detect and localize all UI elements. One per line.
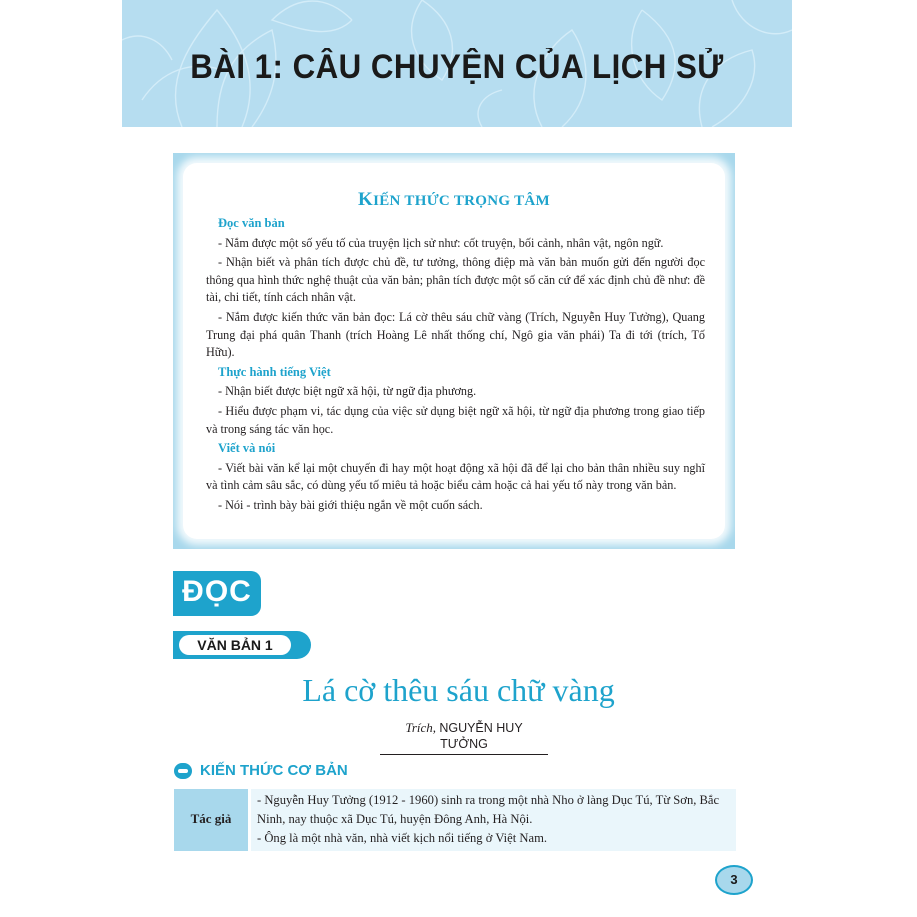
byline-excerpt: Trích, xyxy=(405,720,437,735)
text-number-pill-inner xyxy=(179,635,291,655)
author-row-label: Tác giả xyxy=(190,811,232,826)
reading-item: - Nắm được kiến thức văn bản đọc: Lá cờ thêu sáu chữ vàng (Trích, Nguyễn Huy Tưởng), Quang Trung đại phá quân Thanh (trích Hoàng Lê nhất thống chí, Ngô gia văn phái) Ta đi tới (trích, Tố Hữu). xyxy=(206,309,705,360)
story-title: Lá cờ thêu sáu chữ vàng xyxy=(302,672,615,708)
section-heading-vietnamese-practice: Thực hành tiếng Việt xyxy=(218,364,331,379)
text-number-pill xyxy=(173,631,311,659)
lesson-banner xyxy=(122,0,792,127)
key-knowledge-title-initial: K xyxy=(357,189,374,210)
author-row-label-cell xyxy=(174,789,248,851)
key-knowledge-title xyxy=(183,189,725,211)
reading-section-badge xyxy=(173,571,261,616)
author-row-value-cell xyxy=(251,789,736,851)
key-knowledge-content xyxy=(206,214,705,517)
key-knowledge-title-rest: IẾN THỨC TRỌNG TÂM xyxy=(373,193,551,209)
book-icon xyxy=(174,763,192,779)
key-knowledge-panel xyxy=(183,163,725,539)
writing-item: - Viết bài văn kể lại một chuyến đi hay một hoạt động xã hội đã để lại cho bản thân nhiều suy nghĩ và tình cảm sâu sắc, có dùng yếu tố miêu tả hoặc biểu cảm hoặc cả hai yếu tố này trong văn bản. xyxy=(206,460,705,493)
section-heading-writing-speaking: Viết và nói xyxy=(218,441,276,456)
story-byline xyxy=(380,720,548,755)
key-knowledge-box xyxy=(173,153,735,549)
byline-author: NGUYỄN HUY TƯỞNG xyxy=(439,721,523,751)
text-number-label: VĂN BẢN 1 xyxy=(197,637,273,653)
author-info-line: - Nguyễn Huy Tưởng (1912 - 1960) sinh ra trong một nhà Nho ở làng Dục Tú, Từ Sơn, Bắc Ninh, nay thuộc xã Dục Tú, huyện Đông Anh, Hà Nội. xyxy=(257,793,720,826)
reading-item: - Nắm được một số yếu tố của truyện lịch sử như: cốt truyện, bối cảnh, nhân vật, ngôn ngữ. xyxy=(218,235,664,250)
practice-item: - Hiểu được phạm vi, tác dụng của việc sử dụng biệt ngữ xã hội, từ ngữ địa phương trong giao tiếp và trong sáng tác văn học. xyxy=(206,403,705,436)
practice-item: - Nhận biết được biệt ngữ xã hội, từ ngữ địa phương. xyxy=(218,384,477,399)
lesson-title: BÀI 1: CÂU CHUYỆN CỦA LỊCH SỬ xyxy=(190,48,724,86)
author-info-line: - Ông là một nhà văn, nhà viết kịch nổi tiếng ở Việt Nam. xyxy=(257,831,548,845)
page-number: 3 xyxy=(730,872,738,887)
reading-section-label: ĐỌC xyxy=(182,575,252,608)
section-heading-reading: Đọc văn bản xyxy=(218,216,285,230)
page-number-badge xyxy=(715,865,753,895)
author-info-table xyxy=(174,789,736,851)
basic-knowledge-label: KIẾN THỨC CƠ BẢN xyxy=(200,762,348,779)
writing-item: - Nói - trình bày bài giới thiệu ngắn về một cuốn sách. xyxy=(218,497,483,512)
reading-item: - Nhận biết và phân tích được chủ đề, tư tưởng, thông điệp mà văn bản muốn gửi đến người đọc thông qua hình thức nghệ thuật của văn bản; phân tích được một số căn cứ để xác định chủ đề như: đề tài, chi tiết, tính cách nhân vật. xyxy=(206,255,705,305)
